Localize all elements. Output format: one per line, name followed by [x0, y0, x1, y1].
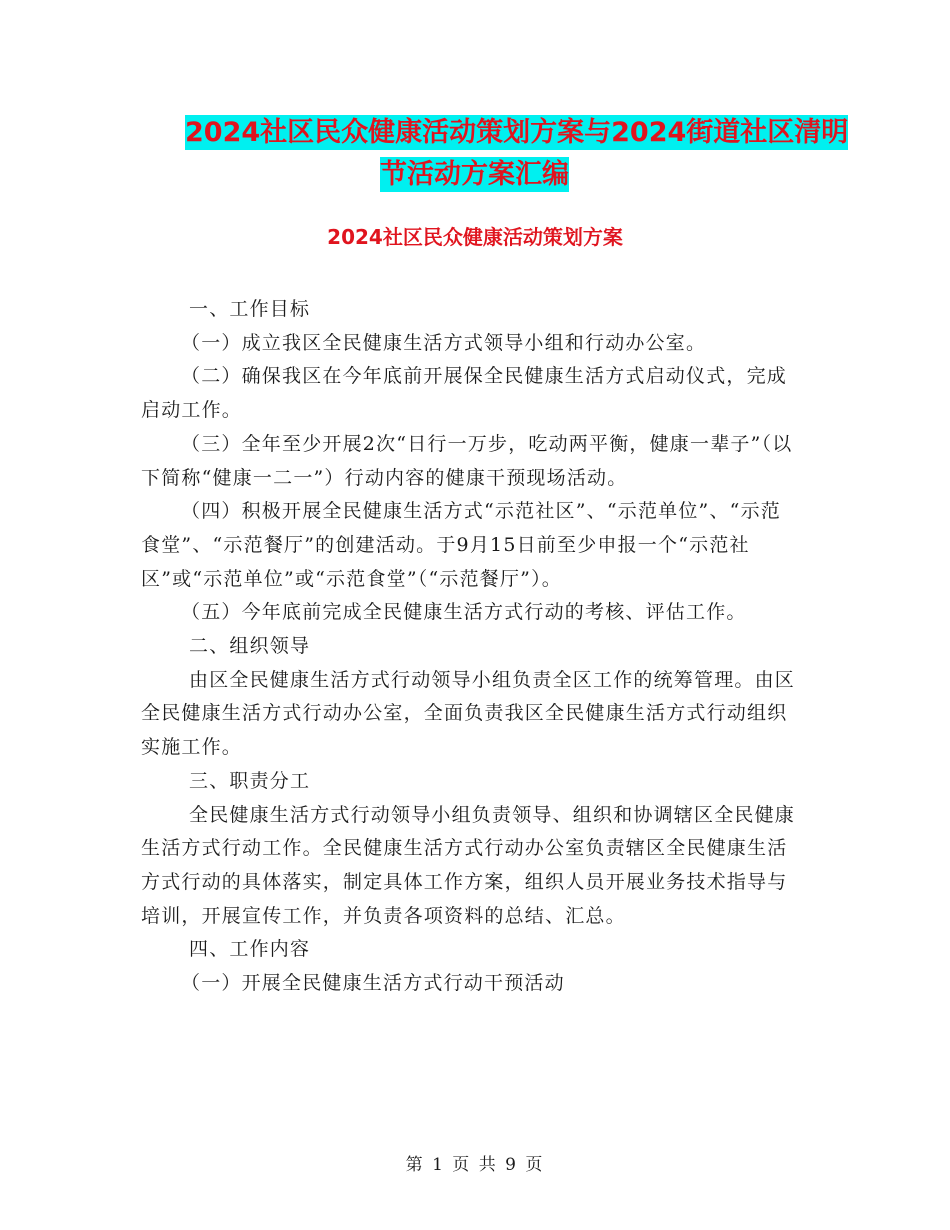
paragraph: 全民健康生活方式行动领导小组负责领导、组织和协调辖区全民健康生活方式行动工作。全民健康生活方式行动办公室负责辖区全民健康生活方式行动的具体落实，制定具体工作方案，组织人员开展业务技术指导与培训，开展宣传工作，并负责各项资料的总结、汇总。 [141, 803, 796, 927]
section-title: 2024社区民众健康活动策划方案 [327, 225, 623, 249]
document-title-line-1 [185, 111, 848, 155]
paragraph: （三）全年至少开展2次“日行一万步，吃动两平衡，健康一辈子”（以下简称“健康一二一”）行动内容的健康干预现场活动。 [141, 432, 793, 489]
paragraph: 由区全民健康生活方式行动领导小组负责全区工作的统筹管理。由区全民健康生活方式行动办公室，全面负责我区全民健康生活方式行动组织实施工作。 [141, 668, 796, 759]
title-highlight: 节活动方案汇编 [380, 159, 569, 190]
paragraph: （一）开展全民健康生活方式行动干预活动 [181, 972, 565, 995]
heading-work-goals: 一、工作目标 [189, 298, 311, 320]
page-number-footer: 第 1 页 共 9 页 [405, 1155, 545, 1175]
paragraph: （一）成立我区全民健康生活方式领导小组和行动办公室。 [181, 331, 707, 354]
paragraph: （二）确保我区在今年底前开展保全民健康生活方式启动仪式，完成启动工作。 [141, 365, 788, 422]
heading-work-content: 四、工作内容 [189, 938, 311, 961]
paragraph: （五）今年底前完成全民健康生活方式行动的考核、评估工作。 [181, 601, 747, 624]
document-body [141, 293, 801, 1001]
heading-organization: 二、组织领导 [189, 635, 311, 658]
title-highlight: 2024社区民众健康活动策划方案与2024街道社区清明 [185, 117, 849, 148]
paragraph: （四）积极开展全民健康生活方式“示范社区”、“示范单位”、“示范食堂”、“示范餐厅”的创建活动。于9月15日前至少申报一个“示范社区”或“示范单位”或“示范食堂”（“示范餐厅”）。 [141, 500, 781, 590]
document-title-line-2 [380, 153, 569, 197]
heading-responsibilities: 三、职责分工 [189, 769, 311, 792]
